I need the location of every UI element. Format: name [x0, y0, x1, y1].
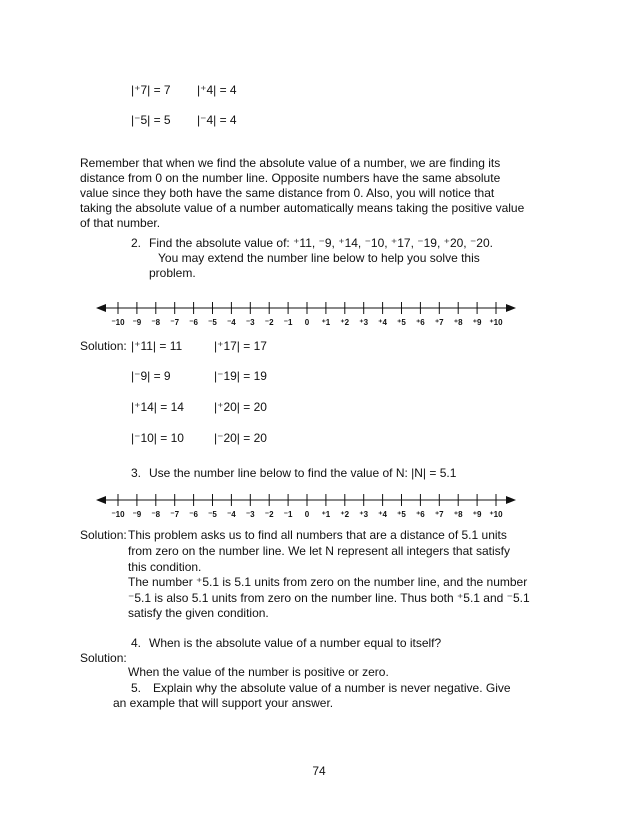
number-line-label: ⁺6 [416, 318, 425, 327]
question-5-text: Explain why the absolute value of a number is never negative. Give [153, 681, 511, 695]
number-line-label: ⁺9 [472, 318, 482, 327]
number-line-2 [90, 488, 520, 522]
number-line-label: ⁺6 [416, 510, 425, 519]
number-line-label: ⁻5 [208, 510, 217, 519]
left-arrow-icon [96, 496, 106, 504]
number-line-label: ⁺10 [489, 510, 503, 519]
number-line-label: ⁻3 [245, 510, 255, 519]
number-line-label: ⁻10 [111, 318, 125, 327]
paragraph-line: from zero on the number line. We let N represent all integers that satisfy [128, 544, 510, 558]
paragraph-line: of that number. [80, 216, 161, 230]
solution-2-value: |⁺14| = 14 [131, 400, 184, 414]
number-line-label: ⁻6 [189, 510, 198, 519]
right-arrow-icon [506, 496, 516, 504]
question-2-text: problem. [149, 266, 196, 280]
number-line-label: ⁻4 [227, 510, 236, 519]
number-line-1 [90, 296, 520, 330]
left-arrow-icon [96, 304, 106, 312]
solution-2-value: |⁻19| = 19 [214, 369, 267, 383]
solution-2-value: |⁺11| = 11 [131, 339, 183, 353]
intro-value-1-left: |⁺7| = 7 [131, 83, 171, 97]
question-5-number: 5. [131, 681, 142, 695]
number-line-label: ⁻7 [170, 510, 180, 519]
number-line-label: ⁺4 [378, 510, 387, 519]
paragraph-line: taking the absolute value of a number automatically means taking the positive value [80, 201, 525, 215]
solution-4-label: Solution: [80, 651, 127, 665]
paragraph-line: this condition. [128, 560, 202, 574]
number-line-label: ⁻8 [151, 510, 161, 519]
question-5-text: an example that will support your answer. [113, 696, 334, 710]
number-line-label: ⁺3 [359, 318, 369, 327]
page-number: 74 [312, 764, 326, 778]
question-3-number: 3. [131, 466, 142, 480]
number-line-label: ⁺7 [434, 510, 444, 519]
right-arrow-icon [506, 304, 516, 312]
paragraph-line: The number ⁺5.1 is 5.1 units from zero on the number line, and the number [128, 575, 528, 589]
number-line-label: ⁺5 [397, 510, 406, 519]
intro-value-2-right: |⁻4| = 4 [197, 113, 237, 127]
number-line-label: ⁻6 [189, 318, 198, 327]
number-line-label: ⁺7 [434, 318, 444, 327]
number-line-label: ⁻2 [264, 510, 274, 519]
question-4-number: 4. [131, 636, 142, 650]
number-line-label: ⁻8 [151, 318, 161, 327]
intro-value-1-right: |⁺4| = 4 [197, 83, 237, 97]
paragraph-line: This problem asks us to find all numbers that are a distance of 5.1 units [128, 528, 507, 542]
number-line-label: ⁺4 [378, 318, 387, 327]
number-line-label: 0 [304, 318, 310, 327]
number-line-label: ⁺2 [340, 318, 350, 327]
paragraph-line: distance from 0 on the number line. Opposite numbers have the same absolute [80, 171, 501, 185]
number-line-label: ⁻2 [264, 318, 274, 327]
intro-value-2-left: |⁻5| = 5 [131, 113, 171, 127]
number-line-label: ⁺3 [359, 510, 369, 519]
number-line-label: ⁻5 [208, 318, 217, 327]
number-line-label: ⁻9 [132, 510, 142, 519]
solution-2-value: |⁻20| = 20 [214, 431, 267, 445]
question-2-number: 2. [131, 236, 142, 250]
paragraph-line: Remember that when we find the absolute value of a number, we are finding its [80, 156, 501, 170]
number-line-label: 0 [304, 510, 310, 519]
number-line-label: ⁺8 [453, 318, 463, 327]
question-2-text: Find the absolute value of: ⁺11, ⁻9, ⁺14, ⁻10, ⁺17, ⁻19, ⁺20, ⁻20. [149, 236, 493, 250]
number-line-label: ⁺9 [472, 510, 482, 519]
number-line-label: ⁻9 [132, 318, 142, 327]
paragraph-line: ⁻5.1 is also 5.1 units from zero on the number line. Thus both ⁺5.1 and ⁻5.1 [128, 591, 530, 605]
number-line-label: ⁻10 [111, 510, 125, 519]
number-line-label: ⁻3 [245, 318, 255, 327]
number-line-label: ⁺5 [397, 318, 406, 327]
number-line-label: ⁻7 [170, 318, 180, 327]
solution-4-answer: When the value of the number is positive or zero. [128, 665, 389, 679]
solution-2-label: Solution: [80, 339, 127, 353]
paragraph-line: value since they both have the same distance from 0. Also, you will notice that [80, 186, 495, 200]
number-line-label: ⁺1 [321, 318, 331, 327]
number-line-label: ⁻1 [283, 510, 293, 519]
number-line-label: ⁺1 [321, 510, 331, 519]
number-line-label: ⁺8 [453, 510, 463, 519]
solution-3-label: Solution: [80, 528, 127, 542]
paragraph-line: satisfy the given condition. [128, 606, 269, 620]
solution-2-value: |⁻10| = 10 [131, 431, 184, 445]
solution-2-value: |⁺20| = 20 [214, 400, 267, 414]
question-3-text: Use the number line below to find the value of N: |N| = 5.1 [149, 466, 457, 480]
question-4-text: When is the absolute value of a number equal to itself? [149, 636, 442, 650]
solution-2-value: |⁻9| = 9 [131, 369, 171, 383]
number-line-label: ⁻4 [227, 318, 236, 327]
number-line-label: ⁻1 [283, 318, 293, 327]
solution-2-value: |⁺17| = 17 [214, 339, 267, 353]
question-2-text: You may extend the number line below to help you solve this [158, 251, 480, 265]
number-line-label: ⁺10 [489, 318, 503, 327]
number-line-label: ⁺2 [340, 510, 350, 519]
